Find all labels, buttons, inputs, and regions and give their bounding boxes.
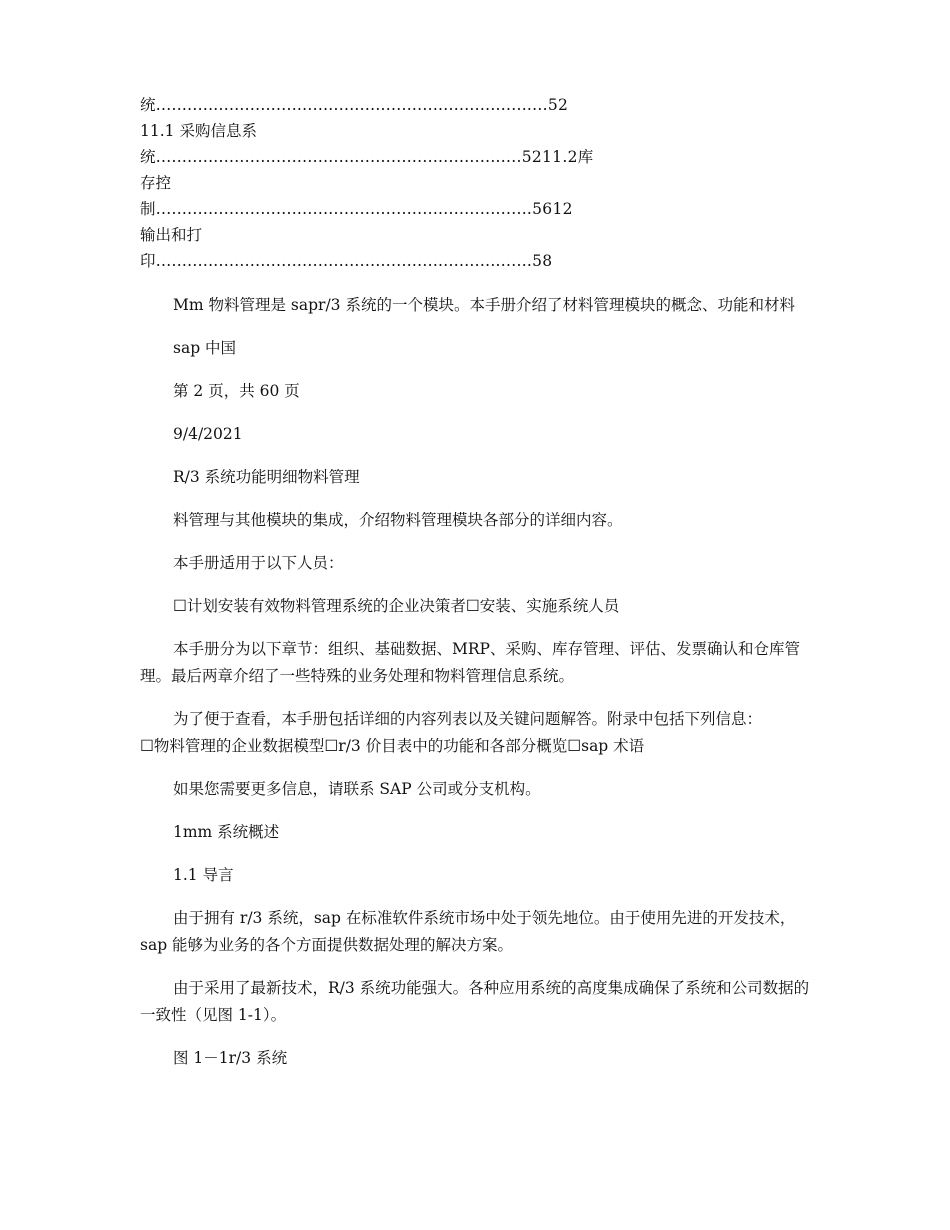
toc-entry-title: 输出和打: [140, 226, 203, 244]
chapters-paragraph: 本手册分为以下章节：组织、基础数据、MRP、采购、库存管理、评估、发票确认和仓库管理。最后两章介绍了一些特殊的业务处理和物料管理信息系统。: [140, 640, 800, 685]
document-page: [140, 92, 812, 1072]
appendix-list: ☐物料管理的企业数据模型☐r/3 价目表中的功能和各部分概览☐sap 术语: [140, 737, 645, 755]
figure-caption: 图 1－1r/3 系统: [173, 1049, 288, 1067]
page-number: 第 2 页，共 60 页: [173, 382, 300, 400]
date-line: 9/4/2021: [173, 425, 243, 443]
toc-entry-line: 印........................................................................58: [140, 252, 553, 270]
contact-paragraph: 如果您需要更多信息，请联系 SAP 公司或分支机构。: [173, 780, 541, 798]
toc-entry-title: 存控: [140, 174, 172, 192]
appendix-paragraph: 为了便于查看，本手册包括详细的内容列表以及关键问题解答。附录中包括下列信息：: [173, 710, 763, 728]
toc-entry-line: 制........................................................................5612: [140, 200, 573, 218]
body-paragraph: 由于拥有 r/3 系统，sap 在标准软件系统市场中处于领先地位。由于使用先进的开发技术，sap 能够为业务的各个方面提供数据处理的解决方案。: [140, 909, 796, 954]
subsection-heading: 1.1 导言: [173, 866, 234, 884]
body-paragraph: 由于采用了最新技术，R/3 系统功能强大。各种应用系统的高度集成确保了系统和公司数据的一致性（见图 1-1）。: [140, 979, 810, 1024]
toc-entry-title: 11.1 采购信息系: [140, 122, 257, 140]
section-heading: 1mm 系统概述: [173, 823, 280, 841]
audience-list: ☐计划安装有效物料管理系统的企业决策者☐安装、实施系统人员: [173, 597, 620, 615]
company-line: sap 中国: [173, 339, 237, 357]
toc-entry-line: 统...........................................................................52: [140, 96, 569, 114]
audience-heading: 本手册适用于以下人员：: [173, 554, 344, 572]
intro-paragraph: Mm 物料管理是 sapr/3 系统的一个模块。本手册介绍了材料管理模块的概念、功能和材料: [173, 296, 795, 314]
body-paragraph: 料管理与其他模块的集成，介绍物料管理模块各部分的详细内容。: [173, 511, 623, 529]
toc-entry-line: 统......................................................................5211.2库: [140, 148, 594, 166]
doc-header-title: R/3 系统功能明细物料管理: [173, 468, 360, 486]
